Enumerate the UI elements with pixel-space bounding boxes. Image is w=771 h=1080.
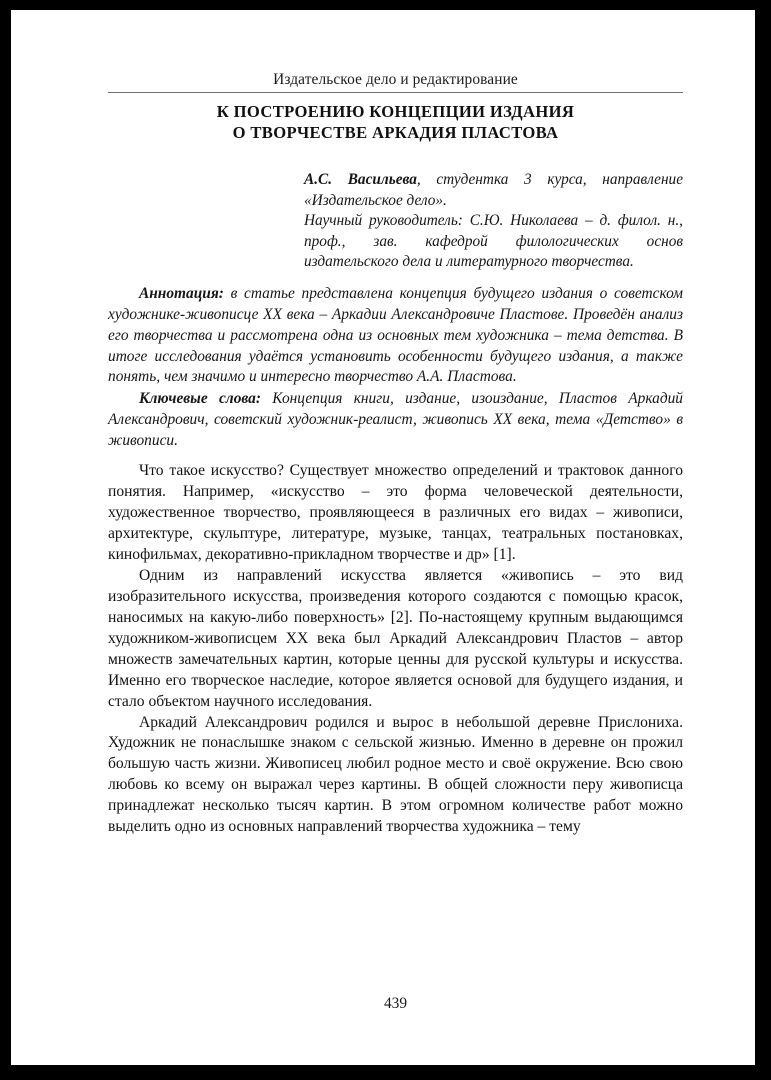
abstract-text: в статье представлена концепция будущего издания о советском художнике-живописце XX века – Аркадии Александровиче Пластове. Проведён анализ его творчества и рассмотрена одна из основных тем художника – тема детства. В итоге исследования удаётся установить особенности будущего издания, а также понять, чем значимо и интересно творчество А.А. Пластова.: [108, 284, 683, 386]
author-block: [108, 170, 683, 273]
author-name: А.С. Васильева: [304, 171, 417, 189]
author-supervisor: Научный руководитель: С.Ю. Николаева – д. филол. н., проф., зав. кафедрой филологических основ издательского дела и литературного творчества.: [304, 212, 683, 271]
header-rule-divider: [108, 92, 683, 93]
author-primary: [304, 170, 683, 211]
body-paragraph-2: Одним из направлений искусства является «живопись – это вид изобразительного искусства, произведения которого создаются с помощью красок, наносимых на какую-либо поверхность» [2]. По-настоящему крупным выдающимся художником-живописцем XX века был Аркадий Александрович Пластов – автор множеств замечательных картин, которые ценны для русской культуры и искусства. Именно его творческое наследие, которое является основой для будущего издания, и стало объектом научного исследования.: [108, 566, 683, 710]
author-affiliation: , студентка 3 курса, направление «Издательское дело».: [304, 171, 683, 209]
body-paragraph-3: Аркадий Александрович родился и вырос в небольшой деревне Прислониха. Художник не понаслышке знаком с сельской жизнью. Именно в деревне он прожил большую часть жизни. Живописец любил родное место и своё окружение. Всю свою любовь ко всему он выражал через картины. В общей сложности перу живописца принадлежат несколько тысяч картин. В этом огромном количестве работ можно выделить одно из основных направлений творчества художника – тему: [108, 713, 683, 836]
page-number: 439: [383, 995, 408, 1012]
abstract-label: Аннотация:: [139, 284, 224, 302]
abstract-paragraph: [108, 284, 683, 388]
page-title: [108, 102, 683, 144]
page-content: [108, 70, 683, 838]
title-line-1: К ПОСТРОЕНИЮ КОНЦЕПЦИИ ИЗДАНИЯ: [216, 102, 575, 122]
body-text-block: [108, 461, 683, 838]
page-sheet: [11, 10, 755, 1065]
abstract-and-keywords-block: [108, 284, 683, 452]
title-line-2: О ТВОРЧЕСТВЕ АРКАДИЯ ПЛАСТОВА: [232, 123, 559, 143]
keywords-paragraph: [108, 389, 683, 452]
keywords-text: Концепция книги, издание, изоиздание, Пластов Аркадий Александрович, советский художник-реалист, живопись XX века, тема «Детство» в живописи.: [108, 390, 684, 449]
keywords-label: Ключевые слова:: [139, 390, 261, 408]
body-paragraph-1: Что такое искусство? Существует множество определений и трактовок данного понятия. Например, «искусство – это форма человеческой деятельности, художественное творчество, проявляющееся в различных его видах – живописи, архитектуре, скульптуре, литературе, музыке, танцах, театральных постановках, кинофильмах, декоративно-прикладном творчестве и др» [1].: [108, 461, 683, 563]
running-header: Издательское дело и редактирование: [273, 71, 518, 88]
